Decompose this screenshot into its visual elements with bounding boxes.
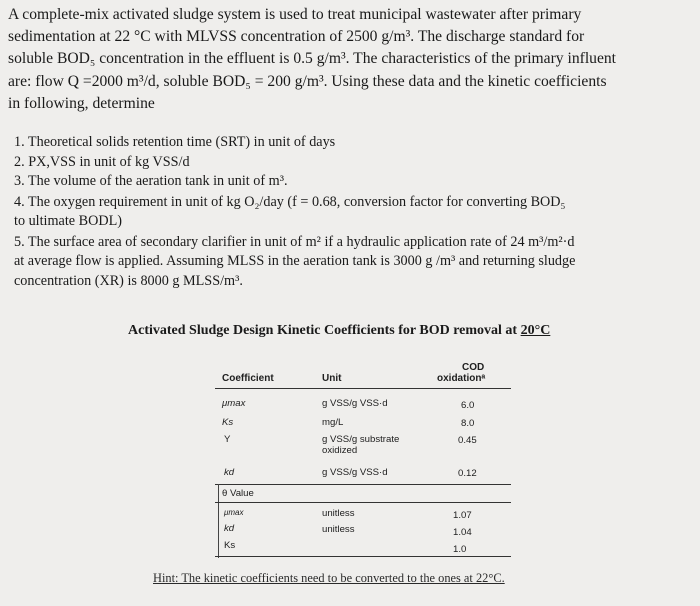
intro-line: soluble BOD₅ concentration in the effluent is 0.5 g/m³. The characteristics of the primary influent: [8, 50, 616, 68]
value-ks: 8.0: [461, 418, 475, 429]
header-coefficient: Coefficient: [222, 373, 274, 384]
question-1: 1. Theoretical solids retention time (SRT) in unit of days: [14, 134, 336, 150]
table-title-text: Activated Sludge Design Kinetic Coefficients for BOD removal at: [128, 323, 518, 338]
theta-coef-ks: Ks: [224, 540, 236, 551]
table-title-temp: 20°C: [520, 323, 551, 338]
coef-mumax: μmax: [222, 398, 246, 409]
kinetic-coefficients-table: [215, 360, 517, 558]
header-cod-oxidation: oxidationᵃ: [437, 373, 486, 384]
header-cod: COD: [462, 362, 485, 373]
theta-value-mumax: 1.07: [453, 510, 472, 521]
theta-unit-kd: unitless: [322, 524, 355, 535]
unit-y: g VSS/g substrate: [322, 434, 400, 445]
theta-rule: [215, 502, 511, 503]
intro-line: in following, determine: [8, 94, 155, 112]
theta-unit-mumax: unitless: [322, 508, 355, 519]
theta-value-kd: 1.04: [453, 527, 472, 538]
coef-kd: kd: [224, 467, 235, 478]
question-list: [14, 133, 690, 291]
intro-line: sedimentation at 22 °C with MLVSS concentration of 2500 g/m³. The discharge standard for: [8, 28, 585, 46]
question-5-cont2: concentration (XR) is 8000 g MLSS/m³.: [14, 272, 243, 289]
theta-header: θ Value: [222, 488, 254, 499]
header-unit: Unit: [322, 373, 342, 384]
value-y: 0.45: [458, 435, 477, 446]
question-4: 4. The oxygen requirement in unit of kg O₂/day (f = 0.68, conversion factor for converting BOD₅: [14, 193, 566, 210]
question-3: 3. The volume of the aeration tank in unit of m³.: [14, 173, 288, 189]
value-kd: 0.12: [458, 468, 477, 479]
theta-coef-kd: kd: [224, 523, 235, 534]
mid-rule: [215, 484, 511, 485]
bottom-rule: [215, 556, 511, 557]
problem-intro: [8, 4, 684, 115]
hint-text: Hint: The kinetic coefficients need to be converted to the ones at 22°C.: [153, 571, 505, 585]
coef-y: Y: [224, 434, 231, 445]
question-2: 2. PX,VSS in unit of kg VSS/d: [14, 153, 190, 170]
question-5-cont: at average flow is applied. Assuming MLSS in the aeration tank is 3000 g /m³ and returning sludge: [14, 253, 576, 269]
unit-mumax: g VSS/g VSS·d: [322, 398, 388, 409]
unit-kd: g VSS/g VSS·d: [322, 467, 388, 478]
value-mumax: 6.0: [461, 400, 475, 411]
theta-value-ks: 1.0: [453, 544, 467, 555]
intro-line: A complete-mix activated sludge system is used to treat municipal wastewater after primary: [8, 6, 582, 23]
intro-line: are: flow Q =2000 m³/d, soluble BOD₅ = 200 g/m³. Using these data and the kinetic coefficients: [8, 72, 607, 90]
header-rule: [215, 388, 511, 389]
question-4-cont: to ultimate BODL): [14, 213, 122, 229]
unit-ks: mg/L: [322, 417, 344, 428]
unit-y-cont: oxidized: [322, 445, 358, 456]
theta-coef-mumax: μmax: [224, 508, 244, 517]
coef-ks: Ks: [222, 417, 234, 428]
table-title: [128, 323, 550, 339]
left-bracket: [218, 484, 219, 558]
question-5: 5. The surface area of secondary clarifier in unit of m² if a hydraulic application rate of 24 m³/m²·d: [14, 233, 575, 250]
